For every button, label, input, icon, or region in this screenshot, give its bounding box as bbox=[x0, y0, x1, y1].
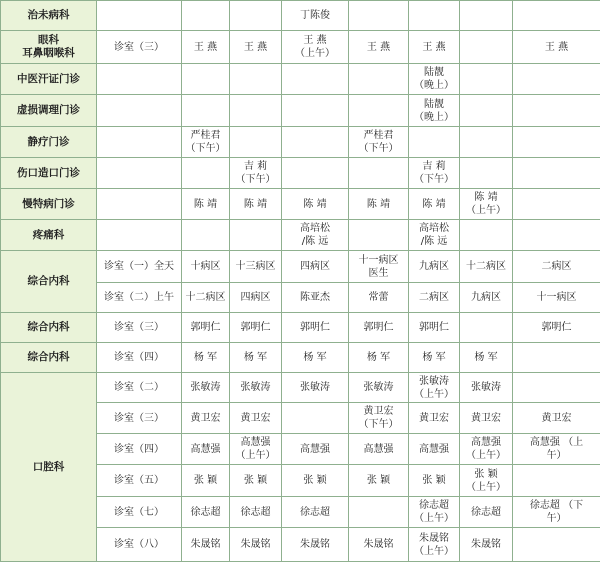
schedule-cell bbox=[282, 64, 349, 95]
schedule-cell: 十一病区 bbox=[513, 283, 600, 313]
table-row bbox=[1, 31, 600, 64]
room-cell: 诊室（三） bbox=[97, 313, 182, 343]
schedule-cell: 张 颖 bbox=[349, 465, 409, 497]
schedule-cell: 朱晟铭 （上午） bbox=[409, 528, 460, 562]
schedule-cell: 高培松 /陈 远 bbox=[409, 220, 460, 251]
schedule-cell bbox=[230, 220, 282, 251]
table-row bbox=[1, 64, 600, 95]
table-row bbox=[1, 127, 600, 158]
room-cell: 诊室（七） bbox=[97, 497, 182, 528]
schedule-cell: 黄卫宏 bbox=[513, 403, 600, 434]
room-cell bbox=[97, 220, 182, 251]
schedule-cell: 朱晟铭 bbox=[460, 528, 513, 562]
schedule-cell: 高慧强 （上 午） bbox=[513, 434, 600, 465]
department-cell: 综合内科 bbox=[1, 251, 97, 313]
table-row bbox=[1, 1, 600, 31]
schedule-cell: 十一病区 医生 bbox=[349, 251, 409, 283]
schedule-cell bbox=[282, 158, 349, 189]
schedule-cell bbox=[513, 95, 600, 127]
schedule-cell bbox=[513, 528, 600, 562]
schedule-cell: 郭明仁 bbox=[349, 313, 409, 343]
table-row bbox=[1, 158, 600, 189]
table-row bbox=[1, 220, 600, 251]
schedule-cell: 丁陈俊 bbox=[282, 1, 349, 31]
schedule-cell: 杨 军 bbox=[182, 343, 230, 373]
room-cell bbox=[97, 127, 182, 158]
schedule-cell: 高慧强 bbox=[349, 434, 409, 465]
schedule-cell bbox=[460, 95, 513, 127]
schedule-cell bbox=[513, 189, 600, 220]
department-cell: 虚损调理门诊 bbox=[1, 95, 97, 127]
schedule-cell: 张敏涛 bbox=[282, 373, 349, 403]
table-row bbox=[1, 373, 600, 403]
schedule-cell bbox=[182, 158, 230, 189]
schedule-cell: 杨 军 bbox=[460, 343, 513, 373]
department-cell: 口腔科 bbox=[1, 373, 97, 562]
schedule-cell: 徐志超 （上午） bbox=[409, 497, 460, 528]
room-cell bbox=[97, 189, 182, 220]
schedule-cell: 陈 靖 （上午） bbox=[460, 189, 513, 220]
schedule-cell: 陈 靖 bbox=[230, 189, 282, 220]
schedule-cell bbox=[460, 64, 513, 95]
schedule-cell: 九病区 bbox=[409, 251, 460, 283]
schedule-cell bbox=[182, 1, 230, 31]
schedule-cell: 郭明仁 bbox=[282, 313, 349, 343]
schedule-cell bbox=[230, 64, 282, 95]
schedule-cell: 陈 靖 bbox=[409, 189, 460, 220]
table-row bbox=[1, 95, 600, 127]
schedule-cell bbox=[460, 1, 513, 31]
schedule-cell: 黄卫宏 （下午） bbox=[349, 403, 409, 434]
department-cell: 综合内科 bbox=[1, 313, 97, 343]
schedule-cell: 高培松 /陈 远 bbox=[282, 220, 349, 251]
schedule-cell: 王 燕 bbox=[409, 31, 460, 64]
schedule-cell: 吉 莉 （下午） bbox=[230, 158, 282, 189]
schedule-cell: 严桂君 （下午） bbox=[182, 127, 230, 158]
schedule-cell: 王 燕 bbox=[349, 31, 409, 64]
schedule-cell bbox=[349, 95, 409, 127]
schedule-cell bbox=[409, 127, 460, 158]
table-row bbox=[1, 189, 600, 220]
schedule-cell: 徐志超 bbox=[182, 497, 230, 528]
schedule-cell: 王 燕 bbox=[182, 31, 230, 64]
schedule-cell bbox=[230, 1, 282, 31]
table-row bbox=[1, 251, 600, 283]
room-cell bbox=[97, 64, 182, 95]
schedule-cell: 高慧强 （上午） bbox=[230, 434, 282, 465]
schedule-cell bbox=[349, 497, 409, 528]
schedule-cell: 十二病区 bbox=[182, 283, 230, 313]
schedule-cell: 张敏涛 bbox=[230, 373, 282, 403]
schedule-cell: 二病区 bbox=[513, 251, 600, 283]
schedule-cell bbox=[182, 64, 230, 95]
schedule-cell: 陆靓 （晚上） bbox=[409, 95, 460, 127]
room-cell: 诊室（四） bbox=[97, 343, 182, 373]
schedule-cell bbox=[97, 1, 182, 31]
schedule-cell: 黄卫宏 bbox=[230, 403, 282, 434]
schedule-cell bbox=[182, 95, 230, 127]
schedule-cell: 朱晟铭 bbox=[230, 528, 282, 562]
room-cell bbox=[97, 95, 182, 127]
schedule-cell: 陈 靖 bbox=[282, 189, 349, 220]
room-cell: 诊室（二）上午 bbox=[97, 283, 182, 313]
schedule-cell bbox=[349, 158, 409, 189]
schedule-cell: 高慧强 bbox=[182, 434, 230, 465]
room-cell: 诊室（八） bbox=[97, 528, 182, 562]
schedule-cell bbox=[513, 373, 600, 403]
schedule-cell: 张敏涛 bbox=[349, 373, 409, 403]
schedule-cell: 徐志超 bbox=[460, 497, 513, 528]
room-cell: 诊室（三） bbox=[97, 31, 182, 64]
department-cell: 疼痛科 bbox=[1, 220, 97, 251]
schedule-cell bbox=[282, 127, 349, 158]
schedule-cell: 严桂君 （下午） bbox=[349, 127, 409, 158]
schedule-cell: 朱晟铭 bbox=[182, 528, 230, 562]
schedule-cell: 徐志超 bbox=[282, 497, 349, 528]
schedule-cell bbox=[460, 220, 513, 251]
schedule-cell: 九病区 bbox=[460, 283, 513, 313]
room-cell: 诊室（二） bbox=[97, 373, 182, 403]
schedule-cell: 杨 军 bbox=[282, 343, 349, 373]
schedule-cell: 郭明仁 bbox=[182, 313, 230, 343]
schedule-cell: 杨 军 bbox=[230, 343, 282, 373]
schedule-cell: 郭明仁 bbox=[230, 313, 282, 343]
schedule-cell bbox=[460, 158, 513, 189]
room-cell: 诊室（一）全天 bbox=[97, 251, 182, 283]
schedule-cell: 张 颖 bbox=[282, 465, 349, 497]
schedule-cell bbox=[513, 127, 600, 158]
schedule-cell: 常蕾 bbox=[349, 283, 409, 313]
schedule-cell: 杨 军 bbox=[349, 343, 409, 373]
department-cell: 慢特病门诊 bbox=[1, 189, 97, 220]
schedule-cell: 陆靓 （晚上） bbox=[409, 64, 460, 95]
schedule-cell bbox=[513, 220, 600, 251]
schedule-cell: 朱晟铭 bbox=[349, 528, 409, 562]
schedule-cell: 张 颖 （上午） bbox=[460, 465, 513, 497]
schedule-cell bbox=[409, 1, 460, 31]
schedule-cell: 黄卫宏 bbox=[409, 403, 460, 434]
schedule-cell bbox=[513, 465, 600, 497]
schedule-cell: 四病区 bbox=[230, 283, 282, 313]
schedule-cell bbox=[282, 403, 349, 434]
schedule-cell: 陈亚杰 bbox=[282, 283, 349, 313]
room-cell: 诊室（四） bbox=[97, 434, 182, 465]
department-cell: 中医汗证门诊 bbox=[1, 64, 97, 95]
schedule-cell: 高慧强 （上午） bbox=[460, 434, 513, 465]
schedule-cell: 吉 莉 （下午） bbox=[409, 158, 460, 189]
department-cell: 眼科 耳鼻咽喉科 bbox=[1, 31, 97, 64]
schedule-cell: 黄卫宏 bbox=[182, 403, 230, 434]
schedule-cell: 徐志超 （下 午） bbox=[513, 497, 600, 528]
schedule-cell: 王 燕 bbox=[513, 31, 600, 64]
schedule-cell bbox=[513, 64, 600, 95]
schedule-cell bbox=[282, 95, 349, 127]
schedule-cell bbox=[513, 343, 600, 373]
schedule-cell: 黄卫宏 bbox=[460, 403, 513, 434]
table-row bbox=[1, 343, 600, 373]
schedule-cell: 杨 军 bbox=[409, 343, 460, 373]
room-cell: 诊室（三） bbox=[97, 403, 182, 434]
schedule-cell: 徐志超 bbox=[230, 497, 282, 528]
schedule-cell bbox=[230, 127, 282, 158]
table-row bbox=[1, 313, 600, 343]
schedule-cell: 十病区 bbox=[182, 251, 230, 283]
department-cell: 伤口造口门诊 bbox=[1, 158, 97, 189]
schedule-cell: 张 颖 bbox=[182, 465, 230, 497]
schedule-cell: 四病区 bbox=[282, 251, 349, 283]
room-cell: 诊室（五） bbox=[97, 465, 182, 497]
schedule-cell: 张敏涛 （上午） bbox=[409, 373, 460, 403]
schedule-cell: 张 颖 bbox=[230, 465, 282, 497]
schedule-cell bbox=[460, 31, 513, 64]
schedule-cell bbox=[230, 95, 282, 127]
schedule-cell: 王 燕 （上午） bbox=[282, 31, 349, 64]
department-cell: 静疗门诊 bbox=[1, 127, 97, 158]
schedule-cell: 张敏涛 bbox=[182, 373, 230, 403]
schedule-cell: 朱晟铭 bbox=[282, 528, 349, 562]
schedule-cell bbox=[460, 127, 513, 158]
schedule-cell: 张敏涛 bbox=[460, 373, 513, 403]
schedule-cell: 郭明仁 bbox=[513, 313, 600, 343]
schedule-cell: 张 颖 bbox=[409, 465, 460, 497]
schedule-cell bbox=[513, 1, 600, 31]
schedule-cell: 二病区 bbox=[409, 283, 460, 313]
schedule-cell: 十三病区 bbox=[230, 251, 282, 283]
schedule-cell bbox=[349, 1, 409, 31]
schedule-cell: 郭明仁 bbox=[409, 313, 460, 343]
department-cell: 综合内科 bbox=[1, 343, 97, 373]
schedule-cell bbox=[460, 313, 513, 343]
schedule-cell: 十二病区 bbox=[460, 251, 513, 283]
schedule-cell: 陈 靖 bbox=[182, 189, 230, 220]
schedule-cell bbox=[513, 158, 600, 189]
schedule-cell: 高慧强 bbox=[409, 434, 460, 465]
schedule-cell: 陈 靖 bbox=[349, 189, 409, 220]
department-cell: 治未病科 bbox=[1, 1, 97, 31]
room-cell bbox=[97, 158, 182, 189]
schedule-cell: 高慧强 bbox=[282, 434, 349, 465]
schedule-cell bbox=[349, 64, 409, 95]
schedule-cell: 王 燕 bbox=[230, 31, 282, 64]
schedule-cell bbox=[349, 220, 409, 251]
schedule-cell bbox=[182, 220, 230, 251]
